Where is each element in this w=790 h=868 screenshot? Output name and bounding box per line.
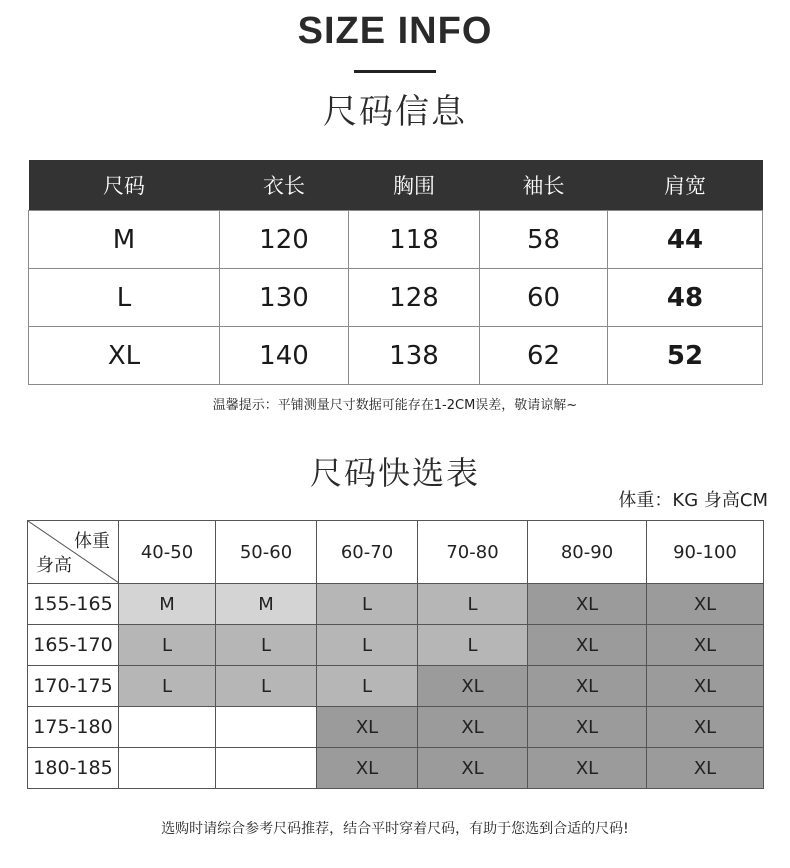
size-recommendation-cell: L xyxy=(317,584,418,625)
size-recommendation-cell: XL xyxy=(418,707,528,748)
size-recommendation-cell: XL xyxy=(647,666,764,707)
size-recommendation-cell: XL xyxy=(528,584,647,625)
size-recommendation-cell: L xyxy=(317,625,418,666)
size-recommendation-cell: L xyxy=(216,666,317,707)
cell-chest: 138 xyxy=(349,327,480,385)
table-row xyxy=(28,666,764,707)
cell-size: L xyxy=(29,269,220,327)
weight-range-header: 60-70 xyxy=(317,521,418,584)
size-recommendation-cell: M xyxy=(216,584,317,625)
size-recommendation-cell: XL xyxy=(528,625,647,666)
table-row xyxy=(29,211,763,269)
cell-sleeve: 58 xyxy=(480,211,608,269)
size-recommendation-cell: XL xyxy=(647,707,764,748)
size-recommendation-cell xyxy=(119,748,216,789)
cell-chest: 118 xyxy=(349,211,480,269)
size-recommendation-cell: L xyxy=(119,625,216,666)
size-recommendation-cell xyxy=(216,707,317,748)
size-recommendation-cell: XL xyxy=(317,748,418,789)
quick-size-table xyxy=(27,520,764,789)
cell-sleeve: 62 xyxy=(480,327,608,385)
size-info-table xyxy=(28,160,763,385)
corner-cell xyxy=(28,521,119,584)
header-sleeve: 袖长 xyxy=(480,160,608,211)
size-recommendation-cell: XL xyxy=(647,748,764,789)
table-row xyxy=(29,327,763,385)
size-recommendation-cell: XL xyxy=(647,625,764,666)
size-recommendation-cell: M xyxy=(119,584,216,625)
table-row xyxy=(28,748,764,789)
height-range-label: 170-175 xyxy=(28,666,119,707)
size-recommendation-cell xyxy=(216,748,317,789)
size-recommendation-cell: L xyxy=(418,625,528,666)
size-recommendation-cell: L xyxy=(216,625,317,666)
quick-table-header-row xyxy=(28,521,764,584)
units-label: 体重：KG 身高CM xyxy=(618,490,768,511)
weight-range-header: 40-50 xyxy=(119,521,216,584)
size-recommendation-cell: XL xyxy=(528,748,647,789)
cell-length: 140 xyxy=(220,327,349,385)
height-range-label: 175-180 xyxy=(28,707,119,748)
table-row xyxy=(28,584,764,625)
corner-weight-label: 体重 xyxy=(74,531,110,552)
quick-select-title: 尺码快选表 xyxy=(309,454,480,492)
weight-range-header: 90-100 xyxy=(647,521,764,584)
table-row xyxy=(28,707,764,748)
title-divider xyxy=(354,70,436,73)
cell-shoulder: 52 xyxy=(608,327,763,385)
weight-range-header: 70-80 xyxy=(418,521,528,584)
footer-note: 选购时请综合参考尺码推荐，结合平时穿着尺码，有助于您选到合适的尺码! xyxy=(161,821,629,837)
size-recommendation-cell: XL xyxy=(528,707,647,748)
corner-height-label: 身高 xyxy=(36,555,72,576)
header-chest: 胸围 xyxy=(349,160,480,211)
height-range-label: 165-170 xyxy=(28,625,119,666)
size-recommendation-cell: L xyxy=(317,666,418,707)
title-english: SIZE INFO xyxy=(297,10,493,52)
header-shoulder: 肩宽 xyxy=(608,160,763,211)
cell-shoulder: 48 xyxy=(608,269,763,327)
cell-size: M xyxy=(29,211,220,269)
height-range-label: 180-185 xyxy=(28,748,119,789)
header-length: 衣长 xyxy=(220,160,349,211)
size-recommendation-cell: XL xyxy=(647,584,764,625)
size-recommendation-cell: L xyxy=(418,584,528,625)
cell-sleeve: 60 xyxy=(480,269,608,327)
table-row xyxy=(29,269,763,327)
size-recommendation-cell: XL xyxy=(528,666,647,707)
cell-shoulder: 44 xyxy=(608,211,763,269)
weight-range-header: 80-90 xyxy=(528,521,647,584)
table-row xyxy=(28,625,764,666)
cell-chest: 128 xyxy=(349,269,480,327)
title-chinese: 尺码信息 xyxy=(323,92,467,132)
header-size: 尺码 xyxy=(29,160,220,211)
size-table-header-row xyxy=(29,160,763,211)
cell-length: 120 xyxy=(220,211,349,269)
weight-range-header: 50-60 xyxy=(216,521,317,584)
cell-length: 130 xyxy=(220,269,349,327)
cell-size: XL xyxy=(29,327,220,385)
size-recommendation-cell: XL xyxy=(317,707,418,748)
size-recommendation-cell: L xyxy=(119,666,216,707)
size-recommendation-cell xyxy=(119,707,216,748)
size-recommendation-cell: XL xyxy=(418,748,528,789)
measurement-note: 温馨提示：平铺测量尺寸数据可能存在1-2CM误差，敬请谅解~ xyxy=(212,398,578,413)
height-range-label: 155-165 xyxy=(28,584,119,625)
size-recommendation-cell: XL xyxy=(418,666,528,707)
